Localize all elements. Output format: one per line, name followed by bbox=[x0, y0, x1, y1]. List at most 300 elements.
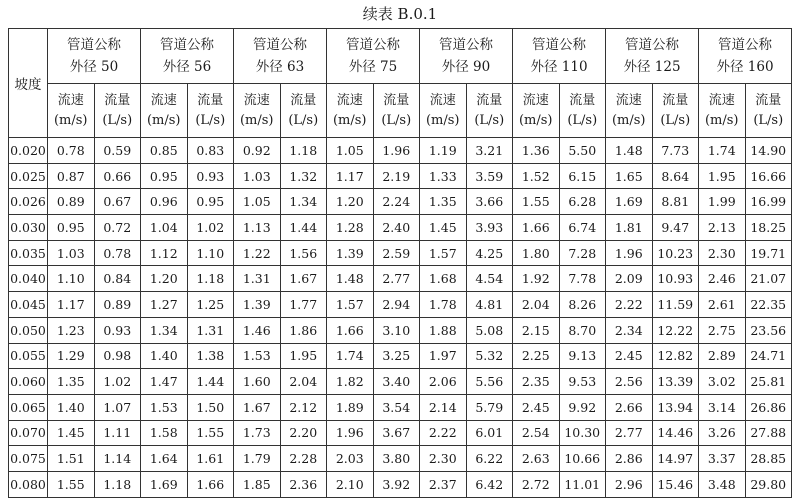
flow-cell: 1.67 bbox=[280, 266, 327, 292]
velocity-cell: 1.89 bbox=[327, 394, 374, 420]
velocity-cell: 1.35 bbox=[420, 189, 467, 215]
velocity-cell: 1.39 bbox=[234, 292, 281, 318]
pipe-header bbox=[420, 29, 513, 84]
velocity-cell: 1.51 bbox=[48, 446, 95, 472]
velocity-header bbox=[513, 84, 560, 138]
flow-cell: 4.54 bbox=[466, 266, 513, 292]
flow-header bbox=[373, 84, 420, 138]
velocity-cell: 2.37 bbox=[420, 471, 467, 497]
velocity-cell: 1.45 bbox=[420, 215, 467, 241]
flow-header-unit: (L/s) bbox=[753, 112, 784, 128]
velocity-cell: 2.30 bbox=[420, 446, 467, 472]
flow-cell: 18.25 bbox=[745, 215, 792, 241]
velocity-cell: 1.04 bbox=[141, 215, 188, 241]
velocity-cell: 1.65 bbox=[606, 163, 653, 189]
velocity-cell: 2.22 bbox=[420, 420, 467, 446]
velocity-cell: 1.10 bbox=[48, 266, 95, 292]
pipe-header-line1: 管道公称 bbox=[718, 37, 772, 53]
flow-cell: 3.80 bbox=[373, 446, 420, 472]
velocity-cell: 3.48 bbox=[699, 471, 746, 497]
velocity-cell: 2.30 bbox=[699, 240, 746, 266]
velocity-cell: 1.05 bbox=[327, 138, 374, 164]
velocity-cell: 1.57 bbox=[420, 240, 467, 266]
flow-cell: 19.71 bbox=[745, 240, 792, 266]
velocity-cell: 2.25 bbox=[513, 343, 560, 369]
velocity-cell: 2.10 bbox=[327, 471, 374, 497]
velocity-cell: 2.66 bbox=[606, 394, 653, 420]
flow-cell: 24.71 bbox=[745, 343, 792, 369]
velocity-cell: 1.58 bbox=[141, 420, 188, 446]
flow-header-unit: (L/s) bbox=[288, 112, 319, 128]
velocity-cell: 1.85 bbox=[234, 471, 281, 497]
velocity-header-label: 流速 bbox=[243, 92, 270, 108]
flow-header-label: 流量 bbox=[290, 92, 317, 108]
flow-cell: 6.01 bbox=[466, 420, 513, 446]
velocity-cell: 1.46 bbox=[234, 317, 281, 343]
velocity-header-unit: (m/s) bbox=[239, 112, 274, 128]
velocity-cell: 2.03 bbox=[327, 446, 374, 472]
flow-cell: 7.73 bbox=[652, 138, 699, 164]
flow-header-unit: (L/s) bbox=[474, 112, 505, 128]
flow-cell: 6.42 bbox=[466, 471, 513, 497]
flow-cell: 2.77 bbox=[373, 266, 420, 292]
table-row bbox=[9, 215, 792, 241]
flow-cell: 23.56 bbox=[745, 317, 792, 343]
velocity-cell: 1.79 bbox=[234, 446, 281, 472]
velocity-cell: 2.46 bbox=[699, 266, 746, 292]
velocity-header-unit: (m/s) bbox=[704, 112, 739, 128]
flow-cell: 1.25 bbox=[187, 292, 234, 318]
flow-header-unit: (L/s) bbox=[102, 112, 133, 128]
velocity-header-unit: (m/s) bbox=[332, 112, 367, 128]
velocity-cell: 1.40 bbox=[141, 343, 188, 369]
velocity-cell: 1.88 bbox=[420, 317, 467, 343]
flow-header-label: 流量 bbox=[476, 92, 503, 108]
flow-cell: 1.96 bbox=[373, 138, 420, 164]
velocity-cell: 1.92 bbox=[513, 266, 560, 292]
flow-cell: 28.85 bbox=[745, 446, 792, 472]
table-row bbox=[9, 317, 792, 343]
flow-cell: 1.77 bbox=[280, 292, 327, 318]
flow-cell: 4.81 bbox=[466, 292, 513, 318]
velocity-cell: 0.87 bbox=[48, 163, 95, 189]
slope-cell: 0.026 bbox=[9, 189, 48, 215]
velocity-cell: 0.96 bbox=[141, 189, 188, 215]
velocity-cell: 1.27 bbox=[141, 292, 188, 318]
flow-cell: 8.26 bbox=[559, 292, 606, 318]
flow-table bbox=[8, 28, 792, 498]
pipe-header-line2: 外径 160 bbox=[716, 59, 774, 75]
flow-cell: 5.79 bbox=[466, 394, 513, 420]
flow-cell: 2.28 bbox=[280, 446, 327, 472]
velocity-header-unit: (m/s) bbox=[425, 112, 460, 128]
table-row bbox=[9, 138, 792, 164]
velocity-header bbox=[420, 84, 467, 138]
velocity-cell: 1.39 bbox=[327, 240, 374, 266]
velocity-header-label: 流速 bbox=[57, 92, 84, 108]
flow-header bbox=[652, 84, 699, 138]
velocity-cell: 2.72 bbox=[513, 471, 560, 497]
flow-cell: 15.46 bbox=[652, 471, 699, 497]
flow-cell: 2.19 bbox=[373, 163, 420, 189]
velocity-cell: 2.54 bbox=[513, 420, 560, 446]
flow-cell: 3.25 bbox=[373, 343, 420, 369]
flow-cell: 16.66 bbox=[745, 163, 792, 189]
velocity-cell: 1.74 bbox=[327, 343, 374, 369]
flow-cell: 1.18 bbox=[94, 471, 141, 497]
pipe-header-line1: 管道公称 bbox=[160, 37, 214, 53]
flow-cell: 26.86 bbox=[745, 394, 792, 420]
flow-header-label: 流量 bbox=[197, 92, 224, 108]
velocity-header-unit: (m/s) bbox=[53, 112, 88, 128]
velocity-cell: 1.35 bbox=[48, 369, 95, 395]
table-body bbox=[9, 138, 792, 498]
flow-cell: 0.93 bbox=[187, 163, 234, 189]
velocity-cell: 1.05 bbox=[234, 189, 281, 215]
flow-cell: 12.22 bbox=[652, 317, 699, 343]
table-caption: 续表 B.0.1 bbox=[362, 5, 438, 23]
flow-header-label: 流量 bbox=[569, 92, 596, 108]
table-row bbox=[9, 189, 792, 215]
flow-cell: 10.66 bbox=[559, 446, 606, 472]
pipe-header-line2: 外径 63 bbox=[255, 59, 305, 75]
velocity-cell: 2.22 bbox=[606, 292, 653, 318]
flow-cell: 2.59 bbox=[373, 240, 420, 266]
velocity-cell: 1.12 bbox=[141, 240, 188, 266]
velocity-header bbox=[234, 84, 281, 138]
velocity-cell: 1.53 bbox=[141, 394, 188, 420]
flow-cell: 9.92 bbox=[559, 394, 606, 420]
pipe-header-line1: 管道公称 bbox=[346, 37, 400, 53]
flow-cell: 0.98 bbox=[94, 343, 141, 369]
flow-cell: 1.11 bbox=[94, 420, 141, 446]
velocity-cell: 0.95 bbox=[48, 215, 95, 241]
flow-cell: 3.66 bbox=[466, 189, 513, 215]
velocity-cell: 1.20 bbox=[327, 189, 374, 215]
flow-cell: 1.38 bbox=[187, 343, 234, 369]
flow-cell: 2.36 bbox=[280, 471, 327, 497]
flow-cell: 0.72 bbox=[94, 215, 141, 241]
flow-cell: 1.61 bbox=[187, 446, 234, 472]
velocity-cell: 1.80 bbox=[513, 240, 560, 266]
flow-header bbox=[94, 84, 141, 138]
velocity-header-unit: (m/s) bbox=[518, 112, 553, 128]
slope-cell: 0.030 bbox=[9, 215, 48, 241]
flow-cell: 14.90 bbox=[745, 138, 792, 164]
flow-header bbox=[745, 84, 792, 138]
pipe-header-line2: 外径 75 bbox=[348, 59, 398, 75]
pipe-header-line2: 外径 56 bbox=[162, 59, 212, 75]
velocity-header bbox=[48, 84, 95, 138]
velocity-cell: 1.99 bbox=[699, 189, 746, 215]
velocity-cell: 2.34 bbox=[606, 317, 653, 343]
velocity-cell: 1.03 bbox=[48, 240, 95, 266]
velocity-cell: 1.66 bbox=[327, 317, 374, 343]
velocity-cell: 2.86 bbox=[606, 446, 653, 472]
velocity-cell: 1.20 bbox=[141, 266, 188, 292]
flow-cell: 5.50 bbox=[559, 138, 606, 164]
slope-cell: 0.050 bbox=[9, 317, 48, 343]
slope-cell: 0.025 bbox=[9, 163, 48, 189]
velocity-cell: 1.19 bbox=[420, 138, 467, 164]
velocity-cell: 2.15 bbox=[513, 317, 560, 343]
velocity-header bbox=[327, 84, 374, 138]
flow-cell: 2.40 bbox=[373, 215, 420, 241]
flow-cell: 13.94 bbox=[652, 394, 699, 420]
velocity-header-unit: (m/s) bbox=[146, 112, 181, 128]
flow-header-unit: (L/s) bbox=[195, 112, 226, 128]
flow-cell: 5.56 bbox=[466, 369, 513, 395]
velocity-cell: 2.63 bbox=[513, 446, 560, 472]
flow-cell: 11.01 bbox=[559, 471, 606, 497]
velocity-cell: 1.48 bbox=[606, 138, 653, 164]
slope-cell: 0.070 bbox=[9, 420, 48, 446]
velocity-cell: 1.97 bbox=[420, 343, 467, 369]
flow-header-unit: (L/s) bbox=[567, 112, 598, 128]
velocity-cell: 0.85 bbox=[141, 138, 188, 164]
velocity-cell: 3.14 bbox=[699, 394, 746, 420]
flow-cell: 1.32 bbox=[280, 163, 327, 189]
flow-cell: 9.53 bbox=[559, 369, 606, 395]
flow-cell: 11.59 bbox=[652, 292, 699, 318]
flow-cell: 0.66 bbox=[94, 163, 141, 189]
flow-cell: 3.21 bbox=[466, 138, 513, 164]
table-row bbox=[9, 163, 792, 189]
velocity-cell: 1.81 bbox=[606, 215, 653, 241]
velocity-cell: 1.60 bbox=[234, 369, 281, 395]
pipe-header-line2: 外径 110 bbox=[530, 59, 588, 75]
flow-cell: 1.02 bbox=[94, 369, 141, 395]
velocity-cell: 1.34 bbox=[141, 317, 188, 343]
velocity-cell: 1.95 bbox=[699, 163, 746, 189]
flow-cell: 1.18 bbox=[280, 138, 327, 164]
flow-cell: 0.59 bbox=[94, 138, 141, 164]
velocity-header-label: 流速 bbox=[150, 92, 177, 108]
flow-cell: 0.83 bbox=[187, 138, 234, 164]
flow-header bbox=[280, 84, 327, 138]
velocity-cell: 1.78 bbox=[420, 292, 467, 318]
flow-cell: 6.74 bbox=[559, 215, 606, 241]
velocity-cell: 2.35 bbox=[513, 369, 560, 395]
velocity-cell: 1.13 bbox=[234, 215, 281, 241]
velocity-cell: 2.75 bbox=[699, 317, 746, 343]
flow-cell: 1.10 bbox=[187, 240, 234, 266]
velocity-cell: 2.09 bbox=[606, 266, 653, 292]
velocity-cell: 2.96 bbox=[606, 471, 653, 497]
pipe-header-line1: 管道公称 bbox=[625, 37, 679, 53]
pipe-header bbox=[699, 29, 792, 84]
velocity-cell: 3.26 bbox=[699, 420, 746, 446]
flow-cell: 1.44 bbox=[187, 369, 234, 395]
flow-cell: 2.20 bbox=[280, 420, 327, 446]
velocity-header bbox=[141, 84, 188, 138]
table-row bbox=[9, 343, 792, 369]
velocity-cell: 2.06 bbox=[420, 369, 467, 395]
flow-cell: 0.89 bbox=[94, 292, 141, 318]
flow-cell: 6.22 bbox=[466, 446, 513, 472]
velocity-cell: 1.69 bbox=[606, 189, 653, 215]
velocity-cell: 1.74 bbox=[699, 138, 746, 164]
flow-cell: 3.40 bbox=[373, 369, 420, 395]
flow-cell: 5.08 bbox=[466, 317, 513, 343]
flow-cell: 10.23 bbox=[652, 240, 699, 266]
velocity-cell: 2.45 bbox=[513, 394, 560, 420]
pipe-header-row bbox=[9, 29, 792, 84]
flow-cell: 0.67 bbox=[94, 189, 141, 215]
flow-cell: 1.44 bbox=[280, 215, 327, 241]
velocity-cell: 2.77 bbox=[606, 420, 653, 446]
flow-cell: 4.25 bbox=[466, 240, 513, 266]
flow-cell: 3.10 bbox=[373, 317, 420, 343]
pipe-header bbox=[606, 29, 699, 84]
flow-cell: 1.07 bbox=[94, 394, 141, 420]
table-row bbox=[9, 394, 792, 420]
flow-cell: 14.46 bbox=[652, 420, 699, 446]
pipe-header-line1: 管道公称 bbox=[253, 37, 307, 53]
slope-cell: 0.045 bbox=[9, 292, 48, 318]
slope-cell: 0.065 bbox=[9, 394, 48, 420]
velocity-header-label: 流速 bbox=[429, 92, 456, 108]
velocity-cell: 3.02 bbox=[699, 369, 746, 395]
velocity-header bbox=[606, 84, 653, 138]
table-row bbox=[9, 471, 792, 497]
table-row bbox=[9, 420, 792, 446]
flow-cell: 3.54 bbox=[373, 394, 420, 420]
velocity-cell: 1.68 bbox=[420, 266, 467, 292]
flow-header bbox=[559, 84, 606, 138]
velocity-cell: 2.45 bbox=[606, 343, 653, 369]
flow-cell: 2.12 bbox=[280, 394, 327, 420]
flow-cell: 3.93 bbox=[466, 215, 513, 241]
flow-cell: 12.82 bbox=[652, 343, 699, 369]
velocity-cell: 1.73 bbox=[234, 420, 281, 446]
flow-cell: 1.66 bbox=[187, 471, 234, 497]
flow-header-label: 流量 bbox=[383, 92, 410, 108]
flow-cell: 21.07 bbox=[745, 266, 792, 292]
pipe-header-line1: 管道公称 bbox=[67, 37, 121, 53]
flow-cell: 3.92 bbox=[373, 471, 420, 497]
pipe-header bbox=[141, 29, 234, 84]
slope-cell: 0.080 bbox=[9, 471, 48, 497]
slope-cell: 0.040 bbox=[9, 266, 48, 292]
pipe-header bbox=[48, 29, 141, 84]
velocity-cell: 1.03 bbox=[234, 163, 281, 189]
velocity-cell: 1.17 bbox=[48, 292, 95, 318]
flow-cell: 1.86 bbox=[280, 317, 327, 343]
flow-cell: 1.50 bbox=[187, 394, 234, 420]
velocity-cell: 1.33 bbox=[420, 163, 467, 189]
flow-cell: 9.47 bbox=[652, 215, 699, 241]
velocity-cell: 2.14 bbox=[420, 394, 467, 420]
flow-cell: 1.34 bbox=[280, 189, 327, 215]
velocity-cell: 1.53 bbox=[234, 343, 281, 369]
velocity-cell: 2.61 bbox=[699, 292, 746, 318]
table-row bbox=[9, 240, 792, 266]
flow-cell: 1.02 bbox=[187, 215, 234, 241]
sub-header-row bbox=[9, 84, 792, 138]
flow-cell: 10.30 bbox=[559, 420, 606, 446]
velocity-header-label: 流速 bbox=[336, 92, 363, 108]
slope-cell: 0.075 bbox=[9, 446, 48, 472]
velocity-cell: 1.96 bbox=[327, 420, 374, 446]
flow-cell: 5.32 bbox=[466, 343, 513, 369]
velocity-cell: 1.48 bbox=[327, 266, 374, 292]
velocity-cell: 1.66 bbox=[513, 215, 560, 241]
velocity-cell: 1.55 bbox=[513, 189, 560, 215]
flow-cell: 8.81 bbox=[652, 189, 699, 215]
flow-cell: 0.84 bbox=[94, 266, 141, 292]
flow-cell: 0.78 bbox=[94, 240, 141, 266]
pipe-header-line2: 外径 50 bbox=[69, 59, 119, 75]
velocity-header-label: 流速 bbox=[615, 92, 642, 108]
flow-cell: 1.56 bbox=[280, 240, 327, 266]
velocity-cell: 1.28 bbox=[327, 215, 374, 241]
flow-cell: 6.15 bbox=[559, 163, 606, 189]
flow-cell: 6.28 bbox=[559, 189, 606, 215]
slope-header: 坡度 bbox=[9, 29, 48, 138]
velocity-header-unit: (m/s) bbox=[611, 112, 646, 128]
flow-cell: 0.95 bbox=[187, 189, 234, 215]
table-row bbox=[9, 446, 792, 472]
velocity-header-label: 流速 bbox=[522, 92, 549, 108]
velocity-header bbox=[699, 84, 746, 138]
slope-cell: 0.055 bbox=[9, 343, 48, 369]
velocity-cell: 1.52 bbox=[513, 163, 560, 189]
flow-header bbox=[187, 84, 234, 138]
velocity-cell: 1.57 bbox=[327, 292, 374, 318]
flow-cell: 2.94 bbox=[373, 292, 420, 318]
velocity-cell: 1.40 bbox=[48, 394, 95, 420]
velocity-cell: 1.31 bbox=[234, 266, 281, 292]
velocity-cell: 1.82 bbox=[327, 369, 374, 395]
flow-cell: 7.78 bbox=[559, 266, 606, 292]
pipe-header-line1: 管道公称 bbox=[532, 37, 586, 53]
velocity-cell: 1.67 bbox=[234, 394, 281, 420]
velocity-header-label: 流速 bbox=[708, 92, 735, 108]
flow-cell: 9.13 bbox=[559, 343, 606, 369]
flow-cell: 14.97 bbox=[652, 446, 699, 472]
flow-cell: 29.80 bbox=[745, 471, 792, 497]
velocity-cell: 1.36 bbox=[513, 138, 560, 164]
slope-cell: 0.060 bbox=[9, 369, 48, 395]
velocity-cell: 1.29 bbox=[48, 343, 95, 369]
flow-cell: 1.95 bbox=[280, 343, 327, 369]
flow-cell: 2.04 bbox=[280, 369, 327, 395]
velocity-cell: 1.69 bbox=[141, 471, 188, 497]
velocity-cell: 0.89 bbox=[48, 189, 95, 215]
velocity-cell: 1.47 bbox=[141, 369, 188, 395]
flow-cell: 25.81 bbox=[745, 369, 792, 395]
velocity-cell: 2.89 bbox=[699, 343, 746, 369]
velocity-cell: 1.55 bbox=[48, 471, 95, 497]
flow-cell: 7.28 bbox=[559, 240, 606, 266]
flow-header-unit: (L/s) bbox=[381, 112, 412, 128]
pipe-header-line2: 外径 90 bbox=[441, 59, 491, 75]
flow-cell: 0.93 bbox=[94, 317, 141, 343]
flow-header-label: 流量 bbox=[662, 92, 689, 108]
flow-cell: 22.35 bbox=[745, 292, 792, 318]
flow-cell: 3.67 bbox=[373, 420, 420, 446]
flow-cell: 13.39 bbox=[652, 369, 699, 395]
pipe-header-line1: 管道公称 bbox=[439, 37, 493, 53]
pipe-header bbox=[234, 29, 327, 84]
pipe-header-line2: 外径 125 bbox=[623, 59, 681, 75]
flow-header bbox=[466, 84, 513, 138]
flow-cell: 1.18 bbox=[187, 266, 234, 292]
table-row bbox=[9, 292, 792, 318]
flow-cell: 1.55 bbox=[187, 420, 234, 446]
velocity-cell: 1.17 bbox=[327, 163, 374, 189]
